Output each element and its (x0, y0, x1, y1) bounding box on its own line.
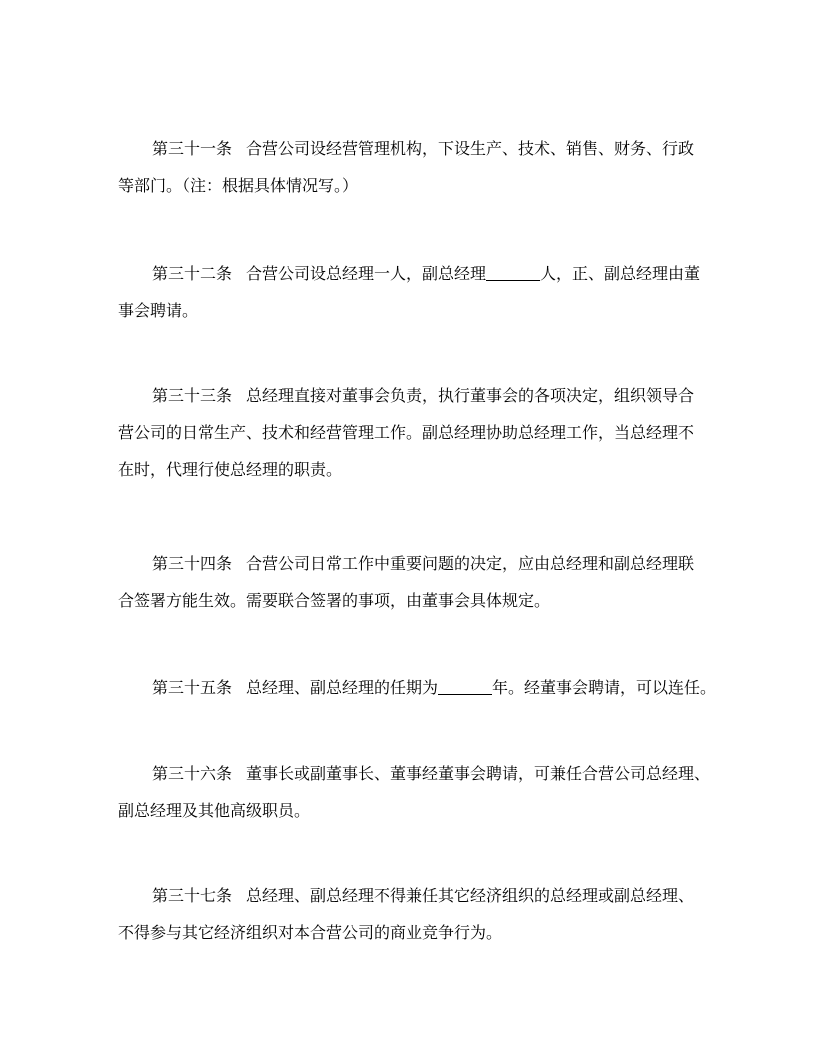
article-32 (118, 255, 701, 329)
article-33 (118, 377, 698, 488)
article-33-number: 第三十三条 (152, 386, 233, 405)
article-37-line-1 (118, 877, 698, 914)
article-31-line-1 (118, 130, 698, 167)
article-35-number: 第三十五条 (152, 678, 233, 697)
article-36-line-2: 副总经理及其他高级职员。 (118, 801, 311, 820)
article-32-line-1 (118, 255, 701, 292)
article-33-line-3: 在时，代理行使总经理的职责。 (118, 460, 343, 479)
article-32-text-post: 人，正、副总经理由董 (540, 264, 701, 283)
article-32-line-2: 事会聘请。 (118, 301, 199, 320)
deputy-manager-count-blank (486, 264, 540, 281)
article-35-text-post: 年。经董事会聘请，可以连任。 (492, 678, 717, 697)
article-34-line-2: 合签署方能生效。需要联合签署的事项，由董事会具体规定。 (118, 591, 551, 610)
article-35 (118, 669, 717, 706)
article-33-text-1: 总经理直接对董事会负责，执行董事会的各项决定，组织领导合 (246, 386, 695, 405)
article-35-line-1 (118, 669, 717, 706)
article-34-line-1 (118, 545, 698, 582)
article-33-line-2: 营公司的日常生产、技术和经营管理工作。副总经理协助总经理工作，当总经理不 (118, 423, 695, 442)
article-34-text-1: 合营公司日常工作中重要问题的决定，应由总经理和副总经理联 (246, 554, 695, 573)
article-32-number: 第三十二条 (152, 264, 233, 283)
article-37 (118, 877, 698, 951)
article-36-number: 第三十六条 (152, 764, 233, 783)
article-31 (118, 130, 698, 204)
article-34-number: 第三十四条 (152, 554, 233, 573)
term-years-blank (438, 678, 492, 695)
article-31-number: 第三十一条 (152, 139, 233, 158)
article-33-line-1 (118, 377, 698, 414)
article-37-line-2: 不得参与其它经济组织对本合营公司的商业竞争行为。 (118, 923, 503, 942)
article-37-text-1: 总经理、副总经理不得兼任其它经济组织的总经理或副总经理、 (246, 886, 695, 905)
article-34 (118, 545, 698, 619)
article-37-number: 第三十七条 (152, 886, 233, 905)
article-36-text-1: 董事长或副董事长、董事经董事会聘请，可兼任合营公司总经理、 (246, 764, 711, 783)
article-36-line-1 (118, 755, 711, 792)
article-31-text-1: 合营公司设经营管理机构，下设生产、技术、销售、财务、行政 (246, 139, 695, 158)
article-35-text-pre: 总经理、副总经理的任期为 (246, 678, 439, 697)
article-32-text-pre: 合营公司设总经理一人，副总经理 (246, 264, 487, 283)
article-31-line-2: 等部门。（注：根据具体情况写。） (118, 176, 359, 195)
article-36 (118, 755, 711, 829)
